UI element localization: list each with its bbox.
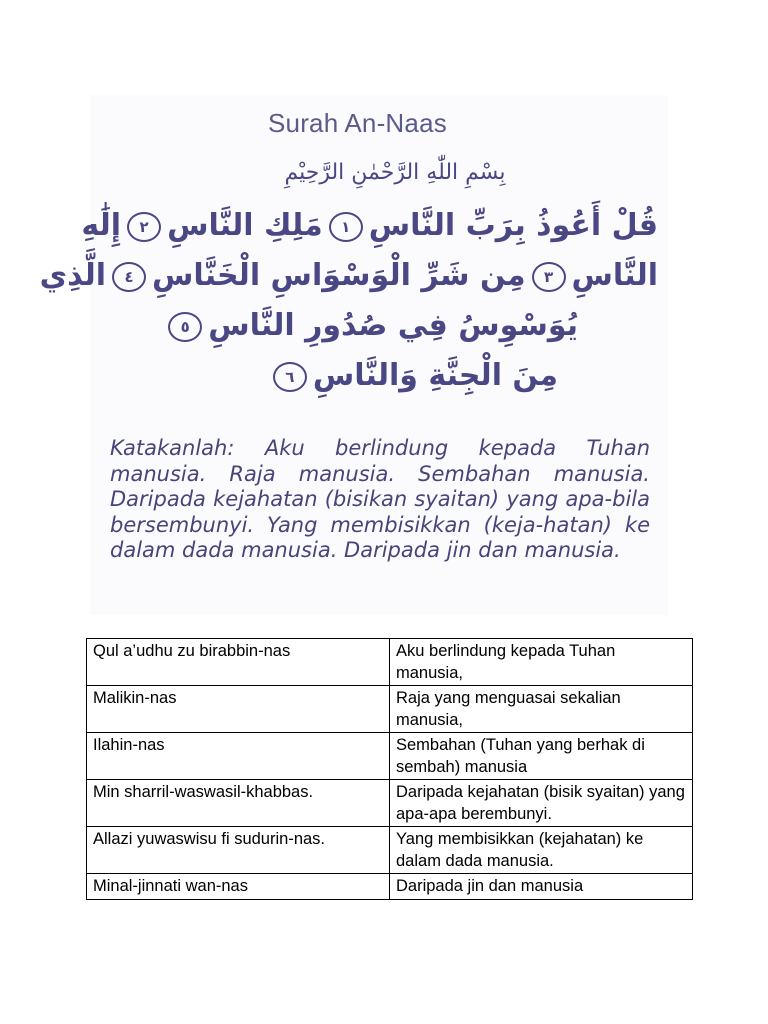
table-row — [87, 827, 693, 874]
arabic-verse-text: النَّاسِ — [571, 258, 658, 293]
ayah-number-marker: ٢ — [127, 212, 161, 242]
arabic-verse-text: مِن شَرِّ الْوَسْوَاسِ الْخَنَّاسِ — [152, 258, 526, 293]
ayah-number-marker: ٤ — [112, 262, 146, 292]
arabic-verse-line — [81, 208, 658, 243]
ayah-number-marker: ١ — [329, 212, 363, 242]
ayah-number-marker: ٣ — [532, 262, 566, 292]
meaning-cell: Daripada kejahatan (bisik syaitan) yang apa-apa berembunyi. — [390, 780, 693, 827]
arabic-verse-text: إِلَٰهِ — [81, 208, 122, 243]
meaning-cell: Aku berlindung kepada Tuhan manusia, — [390, 639, 693, 686]
transliteration-cell: Ilahin-nas — [87, 733, 390, 780]
transliteration-cell: Qul a’udhu zu birabbin-nas — [87, 639, 390, 686]
basmala: بِسْمِ اللّٰهِ الرَّحْمٰنِ الرَّحِيْمِ — [284, 160, 506, 185]
arabic-verse-text: قُلْ أَعُوذُ بِرَبِّ النَّاسِ — [368, 208, 658, 243]
arabic-verse-line — [40, 258, 658, 293]
table-row — [87, 733, 693, 780]
surah-title: Surah An-Naas — [268, 108, 447, 138]
transliteration-cell: Malikin-nas — [87, 686, 390, 733]
table-row — [87, 686, 693, 733]
arabic-verse-text: مَلِكِ النَّاسِ — [167, 208, 323, 243]
arabic-verse-text: يُوَسْوِسُ فِي صُدُورِ النَّاسِ — [208, 308, 578, 343]
ayah-number-marker: ٥ — [168, 312, 202, 342]
table-row — [87, 780, 693, 827]
meaning-cell: Daripada jin dan manusia — [390, 874, 693, 900]
transliteration-table — [86, 638, 693, 900]
malay-translation: Katakanlah: Aku berlindung kepada Tuhan manusia. Raja manusia. Sembahan manusia. Daripada kejahatan (bisikan syaitan) yang apa-bila bersembunyi. Yang membisikkan (keja-hatan) ke dalam dada manusia. Daripada jin dan manusia. — [110, 436, 650, 562]
arabic-verse-line — [162, 308, 578, 343]
meaning-cell: Raja yang menguasai sekalian manusia, — [390, 686, 693, 733]
table-row — [87, 639, 693, 686]
meaning-cell: Yang membisikkan (kejahatan) ke dalam dada manusia. — [390, 827, 693, 874]
arabic-verse-text: مِنَ الْجِنَّةِ وَالنَّاسِ — [312, 358, 558, 393]
transliteration-cell: Min sharril-waswasil-khabbas. — [87, 780, 390, 827]
ayah-number-marker: ٦ — [273, 362, 307, 392]
transliteration-cell: Allazi yuwaswisu fi sudurin-nas. — [87, 827, 390, 874]
arabic-verse-text: الَّذِي — [39, 258, 107, 293]
arabic-verse-line — [267, 358, 558, 393]
transliteration-cell: Minal-jinnati wan-nas — [87, 874, 390, 900]
meaning-cell: Sembahan (Tuhan yang berhak di sembah) manusia — [390, 733, 693, 780]
table-row — [87, 874, 693, 900]
